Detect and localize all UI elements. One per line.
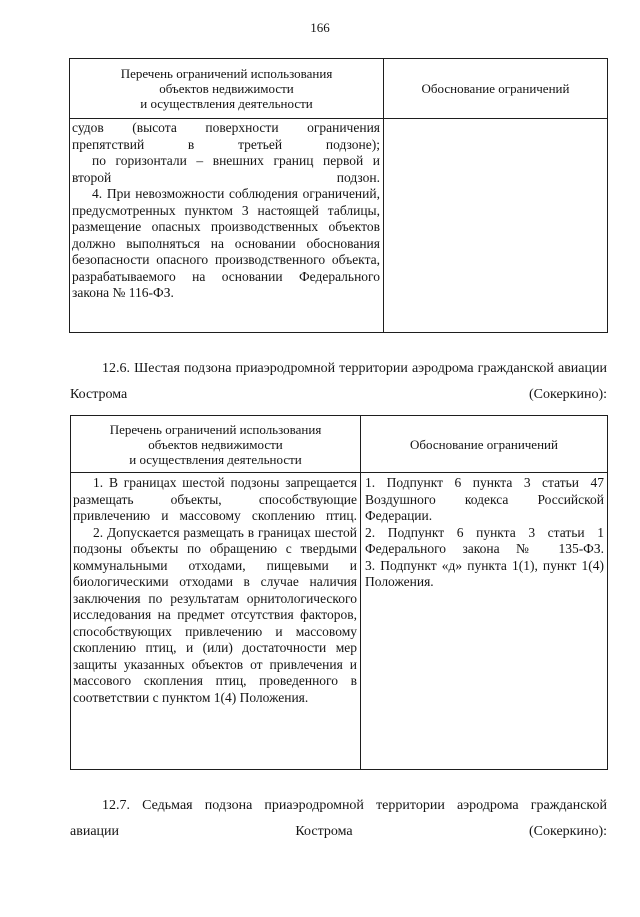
header-line: и осуществления деятельности: [140, 96, 313, 111]
restrictions-table-2: [70, 415, 608, 770]
restriction-paragraph: 4. При невозможности соблюдения ограничений, предусмотренных пунктом 3 настоящей таблицы, размещение опасных производственных объектов должно выполняться на основании обоснования безопасности опасного производственного объекта, разрабатываемого на основании Федерального закона № 116-ФЗ.: [72, 186, 380, 300]
restriction-paragraph: судов (высота поверхности ограничения препятствий в третьей подзоне);: [72, 120, 380, 152]
table-2-justification-cell: [361, 473, 608, 770]
restriction-paragraph: 1. В границах шестой подзоны запрещается размещать объекты, способствующие привлечению и массовому скоплению птиц.: [73, 475, 357, 523]
justification-paragraph: 3. Подпункт «д» пункта 1(1), пункт 1(4) Положения.: [365, 557, 604, 589]
restrictions-table-1: [69, 58, 608, 333]
header-line: Перечень ограничений использования: [109, 421, 322, 437]
page-number: 166: [310, 20, 330, 35]
header-line: объектов недвижимости: [148, 436, 283, 452]
table-1-restrictions-cell: [70, 119, 384, 333]
table-1-header-left: [70, 59, 384, 119]
header-line: объектов недвижимости: [159, 81, 294, 96]
table-1-header-right: Обоснование ограничений: [384, 59, 608, 119]
restriction-paragraph: 2. Допускается размещать в границах шестой подзоны объекты по обращению с твердыми коммунальными отходами, пищевыми и биологическими отходами в случае наличия заключения по результатам орнитологического исследования на предмет отсутствия факторов, способствующих привлечению и массовому скоплению птиц, и (или) достаточности мер защиты указанных объектов от привлечения и массового скопления птиц, проведенного в соответствии с пунктом 1(4) Положения.: [73, 524, 357, 705]
table-1-justification-cell: [384, 119, 608, 333]
table-2-restrictions-cell: [71, 473, 361, 770]
restriction-paragraph: по горизонтали – внешних границ первой и второй подзон.: [72, 153, 380, 185]
header-line: Перечень ограничений использования: [120, 66, 333, 81]
section-12-6-heading: 12.6. Шестая подзона приаэродромной территории аэродрома гражданской авиации Кострома (Сокеркино):: [70, 361, 607, 402]
table-2-header-left: [71, 416, 361, 473]
table-2-header-right: Обоснование ограничений: [361, 416, 608, 473]
header-line: и осуществления деятельности: [129, 451, 302, 467]
justification-paragraph: 2. Подпункт 6 пункта 3 статьи 1 Федерального закона № 135-ФЗ.: [365, 524, 604, 556]
justification-paragraph: 1. Подпункт 6 пункта 3 статьи 47 Воздушного кодекса Российской Федерации.: [365, 475, 604, 523]
section-12-7-heading: 12.7. Седьмая подзона приаэродромной территории аэродрома гражданской авиации Кострома (Сокеркино):: [70, 798, 607, 839]
